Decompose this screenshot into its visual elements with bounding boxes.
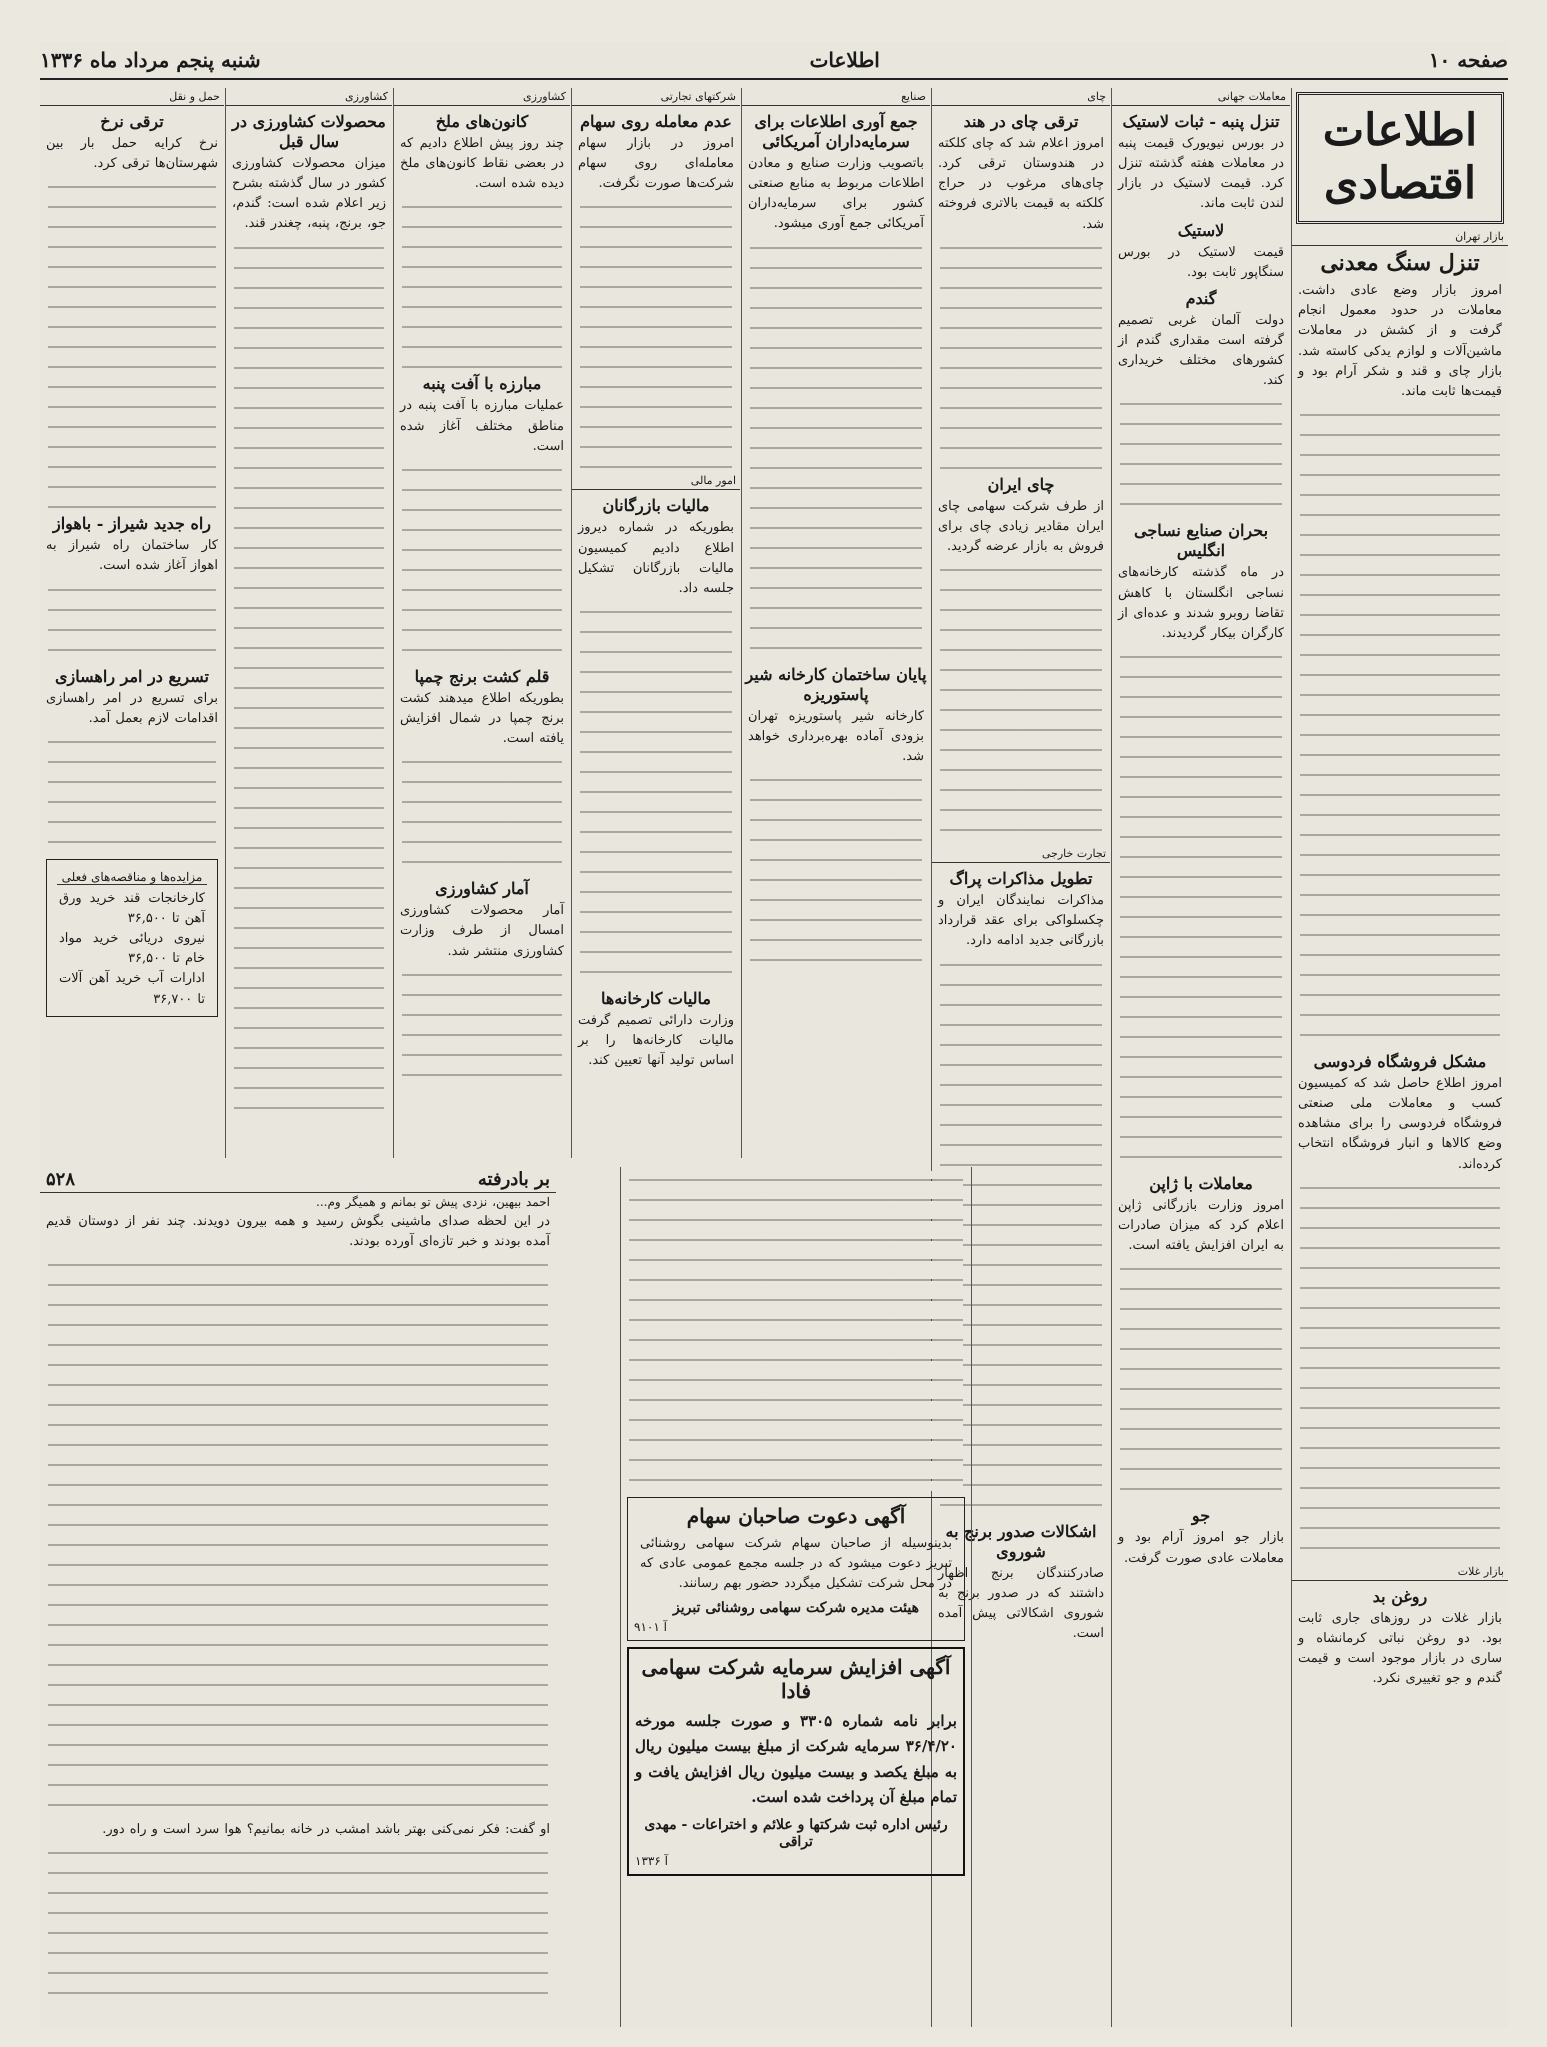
notice-ref: آ ۱۳۳۶ [635, 1853, 668, 1868]
kicker: چای [932, 88, 1110, 106]
headline: چای ایران [987, 474, 1055, 494]
kicker: کشاورزی [226, 88, 392, 106]
notice-title: آگهی افزایش سرمایه شرکت سهامی فادا [641, 1654, 951, 1703]
headline: مالیات بازرگانان [602, 496, 710, 516]
story-title: بر بادرفته [477, 1169, 550, 1190]
column-world-markets [1111, 88, 1290, 2027]
article-text-lines [750, 239, 922, 659]
kicker: شرکتهای تجارتی [572, 88, 740, 106]
headline: معاملات با ژاپن [1149, 1173, 1253, 1193]
tender-item: کارخانجات قند خرید ورق آهن تا ۳۶,۵۰۰ [59, 890, 205, 926]
article-text-lines [1300, 406, 1500, 1046]
tender-item: نیروی دریائی خرید مواد خام تا ۳۶,۵۰۰ [59, 931, 205, 967]
headline: محصولات کشاورزی در سال قبل [232, 112, 386, 151]
article-text: امروز اعلام شد که چای کلکته در هندوستان ترقی کرد. چای‌های مرغوب در حراج کلکته به قیمت بالاتری فروخته شد. [938, 136, 1104, 232]
headline: راه جدید شیراز - باهواز [52, 514, 212, 534]
headline: گندم [1185, 288, 1217, 308]
article-text: نرخ کرایه حمل بار بین شهرستان‌ها ترقی کرد. [46, 136, 218, 172]
headline: کانون‌های ملخ [435, 112, 529, 131]
story-text: در این لحظه صدای ماشینی بگوش رسید و همه بیرون دویدند. چند نفر از دوستان قدیم آمده بودند و خبر تازه‌ای آورده بودند. [46, 1213, 550, 1249]
issue-date: شنبه پنجم مرداد ماه ۱۳۳۶ [40, 48, 261, 72]
column-companies [571, 88, 740, 1158]
newspaper-page [40, 42, 1508, 2027]
story-text: او گفت: فکر نمی‌کنی بهتر باشد امشب در خانه بمانیم؟ هوا سرد است و راه دور. [102, 1821, 550, 1837]
column-transport [40, 88, 224, 1158]
article-text-lines [940, 239, 1102, 469]
kicker: حمل و نقل [40, 88, 224, 106]
article-text-lines [402, 198, 562, 368]
article-text: صادرکنندگان برنج اظهار داشتند که در صدور برنج به شوروی اشکالاتی پیش آمده است. [938, 1565, 1104, 1641]
headline: لاستیک [1177, 220, 1225, 240]
article-text: بطوریکه در شماره دیروز اطلاع دادیم کمیسیون مالیات بازرگانان تشکیل جلسه داد. [578, 520, 734, 596]
notice-title: آگهی دعوت صاحبان سهام [686, 1504, 906, 1528]
kicker: تجارت خارجی [932, 845, 1110, 863]
article-text: در بورس نیویورک قیمت پنبه در معاملات هفته گذشته تنزل کرد. قیمت لاستیک در بازار لندن ثابت ماند. [1118, 136, 1284, 212]
kicker: بازار تهران [1292, 228, 1508, 246]
paper-name: اطلاعات [809, 48, 880, 72]
headline: آمار کشاورزی [435, 879, 529, 899]
article-text: امروز وزارت بازرگانی ژاپن اعلام کرد که میزان صادرات به ایران افزایش یافته است. [1118, 1197, 1284, 1254]
article-text-lines [402, 966, 562, 1086]
article-text-lines [940, 561, 1102, 841]
article-text-lines [48, 178, 216, 508]
headline: اشکالات صدور برنج به شوروی [945, 1521, 1097, 1561]
shareholders-notice [627, 1497, 965, 1641]
kicker: صنایع [742, 88, 930, 106]
notice-text: برابر نامه شماره ۳۳۰۵ و صورت جلسه مورخه ۳۶/۴/۲۰ سرمایه شرکت از مبلغ بیست میلیون ریال به مبلغ یکصد و بیست میلیون ریال افزایش یافت و تمام مبلغ آن پرداخت شده است. [635, 1711, 957, 1807]
headline: تطویل مذاکرات پراگ [949, 869, 1093, 889]
article-text: وزارت دارائی تصمیم گرفت مالیات کارخانه‌ها را بر اساس تولید آنها تعیین کند. [578, 1012, 734, 1069]
article-text: برای تسریع در امر راهسازی اقدامات لازم بعمل آمد. [46, 690, 218, 726]
section-title: اطلاعات اقتصادی [1296, 92, 1504, 224]
article-text: کارخانه شیر پاستوریزه تهران بزودی آماده بهره‌برداری خواهد شد. [748, 708, 924, 764]
headline: جمع آوری اطلاعات برای سرمایه‌داران آمریکائی [754, 112, 918, 151]
article-text-lines [1120, 1260, 1282, 1500]
article-text-lines [402, 461, 562, 661]
article-text: آمار محصولات کشاورزی امسال از طرف وزارت کشاورزی منتشر شد. [400, 903, 564, 959]
headline: عدم معامله روی سهام [580, 112, 732, 131]
article-text-lines [48, 581, 216, 661]
column-crop-output [225, 88, 392, 1158]
headline: ترقی چای در هند [963, 112, 1079, 131]
headline: قلم کشت برنج چمپا [414, 666, 550, 686]
page-number: صفحه ۱۰ [1428, 48, 1508, 72]
column-industry [741, 88, 930, 1158]
notice-ref: آ ۹۱۰۱ [634, 1619, 667, 1634]
headline: تنزل سنگ معدنی [1320, 249, 1480, 276]
tenders-title: مزایده‌ها و مناقصه‌های فعلی [57, 870, 207, 885]
kicker: معاملات جهانی [1112, 88, 1290, 106]
article-text: دولت آلمان غربی تصمیم گرفته است مقداری گندم از کشورهای مختلف خریداری کند. [1118, 312, 1284, 389]
article-text: بطوریکه اطلاع میدهند کشت برنج چمپا در شمال افزایش یافته است. [400, 690, 564, 747]
article-text-lines [750, 771, 922, 961]
headline: ترقی نرخ [100, 112, 164, 131]
kicker: کشاورزی [394, 88, 570, 106]
headline: مالیات کارخانه‌ها [601, 988, 711, 1008]
article-text-lines [580, 198, 732, 468]
article-text: باتصویب وزارت صنایع و معادن اطلاعات مربوط به منابع صنعتی کشور برای سرمایه‌داران آمریکائی جمع آوری میشود. [748, 156, 924, 232]
story-header [40, 1167, 556, 1193]
capital-increase-notice [627, 1647, 965, 1876]
article-text: بازار جو امروز آرام بود و معاملات عادی صورت گرفت. [1118, 1530, 1284, 1566]
headline: مبارزه با آفت پنبه [422, 374, 542, 394]
article-text-lines [1120, 648, 1282, 1168]
article-text: بازار غلات در روزهای جاری ثابت بود. دو روغن نباتی کرمانشاه و ساری در بازار موجود است و قیمت گندم و جو تغییری نکرد. [1298, 1610, 1502, 1687]
kicker: بازار غلات [1292, 1563, 1508, 1581]
headline: بحران صنایع نساجی انگلیس [1133, 521, 1269, 561]
article-text: میزان محصولات کشاورزی کشور در سال گذشته بشرح زیر اعلام شده است: گندم، جو، برنج، پنبه، چغندر قند. [232, 156, 386, 232]
article-text: امروز در بازار سهام معامله‌ای روی سهام شرکت‌ها صورت نگرفت. [578, 136, 734, 192]
notice-signature: رئیس اداره ثبت شرکتها و علائم و اختراعات - مهدی تراقی [644, 1816, 948, 1851]
serial-story [40, 1167, 556, 2027]
masthead [40, 42, 1508, 80]
article-text: عملیات مبارزه با آفت پنبه در مناطق مختلف آغاز شده است. [400, 398, 564, 454]
article-text: امروز بازار وضع عادی داشت. معاملات در حدود معمول انجام گرفت و از کشش در معاملات ماشین‌آلات و لوازم یدکی کاسته شد. بازار چای و قند و شکر آرام بود و قیمت‌ها ثابت ماند. [1298, 283, 1502, 399]
tenders-box [46, 859, 218, 1017]
column-agriculture [393, 88, 570, 1158]
notice-signature: هیئت مدیره شرکت سهامی روشنائی تبریز [672, 1600, 919, 1617]
article-text: امروز اطلاع حاصل شد که کمیسیون کسب و معاملات ملی صنعتی فروشگاه فردوسی را برای مشاهده وضع کالاها و انبار فروشگاه انتخاب کرده‌اند. [1298, 1075, 1502, 1172]
notices-column [620, 1167, 972, 2027]
tender-item: ادارات آب خرید آهن آلات تا ۳۶,۷۰۰ [59, 971, 205, 1007]
article-text: در ماه گذشته کارخانه‌های نساجی انگلستان با کاهش تقاضا روبرو شدند و عده‌ای از کارگران بیکار گردیدند. [1118, 565, 1284, 641]
headline: تسریع در امر راهسازی [55, 666, 209, 686]
article-text: چند روز پیش اطلاع دادیم که در بعضی نقاط کانون‌های ملخ دیده شده است. [400, 136, 564, 192]
article-text: کار ساختمان راه شیراز به اهواز آغاز شده است. [46, 538, 218, 574]
headline: جو [1191, 1506, 1211, 1526]
article-text-lines [1120, 395, 1282, 515]
headline: تنزل پنبه - ثبات لاستیک [1122, 112, 1280, 131]
article-text-lines [1300, 1179, 1500, 1559]
kicker: امور مالی [572, 472, 740, 490]
article-text-lines [402, 753, 562, 873]
story-number: ۵۲۸ [46, 1169, 76, 1190]
article-text-lines [629, 1171, 963, 1491]
article-text-lines [580, 603, 732, 983]
article-text: مذاکرات نمایندگان ایران و چکسلواکی برای عقد قرارداد بازرگانی جدید ادامه دارد. [938, 893, 1104, 949]
headline: روغن بد [1372, 1586, 1428, 1606]
headline: پایان ساختمان کارخانه شیر پاستوریزه [745, 664, 927, 704]
story-epigraph: احمد بیهین، نزدی پیش تو بمانم و همیگر وم... [316, 1195, 550, 1209]
article-text-lines [48, 733, 216, 853]
headline: مشکل فروشگاه فردوسی [1313, 1051, 1487, 1071]
story-text-lines [48, 1844, 548, 1994]
article-text: قیمت لاستیک در بورس سنگاپور ثابت بود. [1118, 244, 1284, 280]
article-text-lines [234, 239, 384, 1119]
article-text: از طرف شرکت سهامی چای ایران مقادیر زیادی چای برای فروش به بازار عرضه گردید. [938, 498, 1104, 554]
notice-text: بدینوسیله از صاحبان سهام شرکت سهامی روشنائی تبریز دعوت میشود که در جلسه مجمع عمومی عادی که در محل شرکت تشکیل میگردد حضور بهم رسانند. [640, 1536, 952, 1592]
story-text-lines [48, 1256, 548, 1816]
column-economic-news [1291, 88, 1508, 2027]
